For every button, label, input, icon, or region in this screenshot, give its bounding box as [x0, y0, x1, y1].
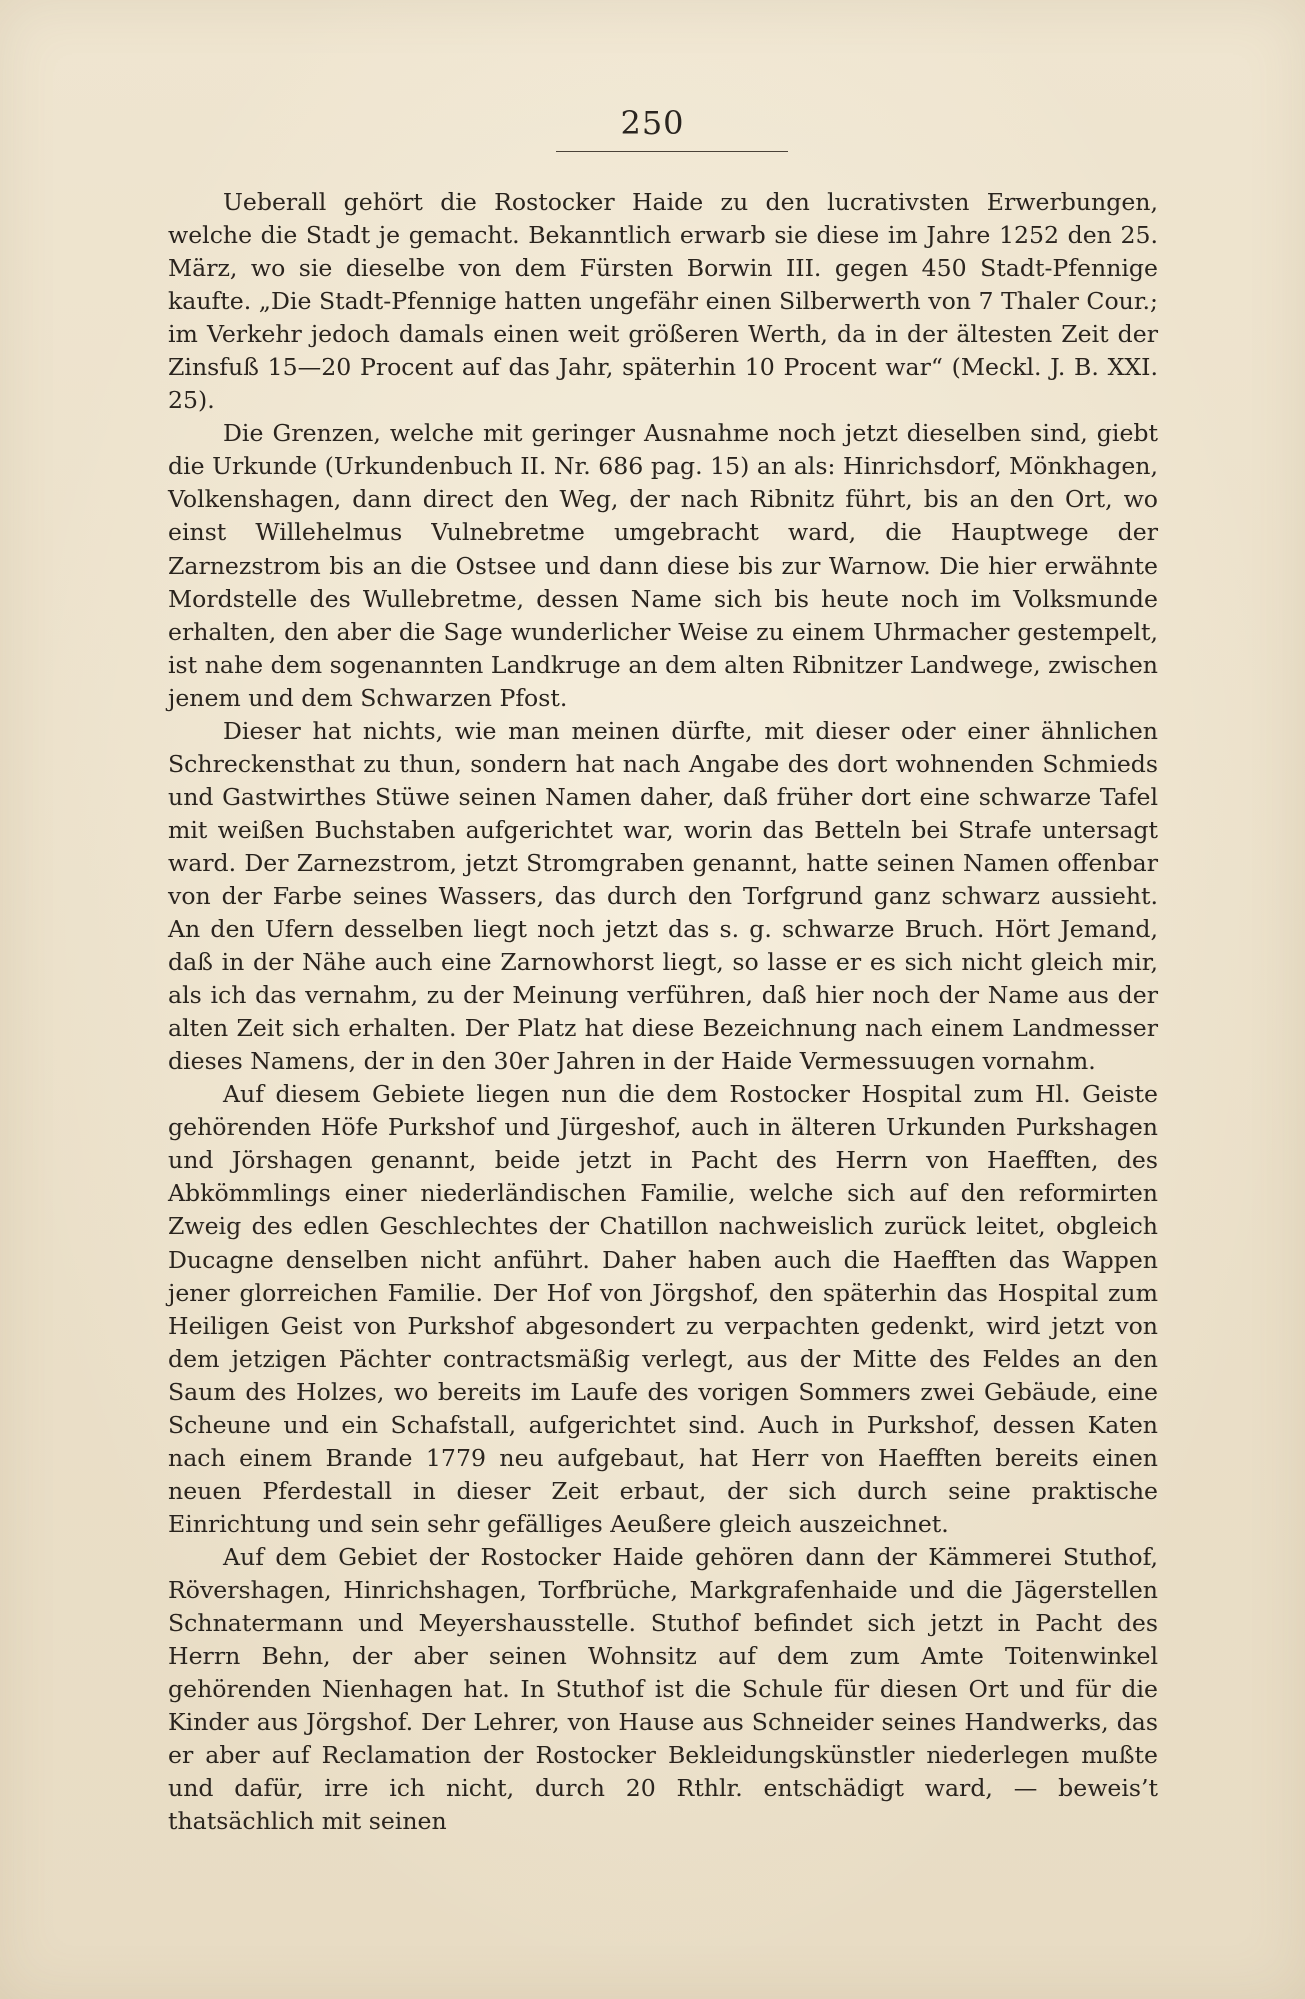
header-rule [556, 151, 788, 152]
paragraph: Die Grenzen, welche mit geringer Ausnahme noch jetzt dieselben sind, giebt die Urkunde (Urkundenbuch II. Nr. 686 pag. 15) an als: Hinrichsdorf, Mönkhagen, Volkenshagen, dann direct den Weg, der nach Ribnitz führt, bis an den Ort, wo einst Willehelmus Vulnebretme umgebracht ward, die Hauptwege der Zarnezstrom bis an die Ostsee und dann diese bis zur Warnow. Die hier erwähnte Mordstelle des Wullebretme, dessen Name sich bis heute noch im Volksmunde erhalten, den aber die Sage wunderlicher Weise zu einem Uhrmacher gestempelt, ist nahe dem sogenannten Landkruge an dem alten Ribnitzer Landwege, zwischen jenem und dem Schwarzen Pfost. [168, 419, 1158, 712]
paragraph: Ueberall gehört die Rostocker Haide zu den lucrativsten Erwerbungen, welche die Stadt je gemacht. Bekanntlich erwarb sie diese im Jahre 1252 den 25. März, wo sie dieselbe von dem Fürsten Borwin III. gegen 450 Stadt-Pfennige kaufte. „Die Stadt-Pfennige hatten ungefähr einen Silberwerth von 7 Thaler Cour.; im Verkehr jedoch damals einen weit größeren Werth, da in der ältesten Zeit der Zinsfuß 15—20 Procent auf das Jahr, späterhin 10 Procent war“ (Meckl. J. B. XXI. 25). [168, 188, 1158, 415]
paragraph: Auf diesem Gebiete liegen nun die dem Rostocker Hospital zum Hl. Geiste gehörenden Höfe Purkshof und Jürgeshof, auch in älteren Urkunden Purkshagen und Jörshagen genannt, beide jetzt in Pacht des Herrn von Haefften, des Abkömmlings einer niederländischen Familie, welche sich auf den reformirten Zweig des edlen Geschlechtes der Chatillon nachweislich zurück leitet, obgleich Ducagne denselben nicht anführt. Daher haben auch die Haefften das Wappen jener glorreichen Familie. Der Hof von Jörgshof, den späterhin das Hospital zum Heiligen Geist von Purkshof abgesondert zu verpachten gedenkt, wird jetzt von dem jetzigen Pächter contractsmäßig verlegt, aus der Mitte des Feldes an den Saum des Holzes, wo bereits im Laufe des vorigen Sommers zwei Gebäude, eine Scheune und ein Schafstall, aufgerichtet sind. Auch in Purkshof, dessen Katen nach einem Brande 1779 neu aufgebaut, hat Herr von Haefften bereits einen neuen Pferdestall in dieser Zeit erbaut, der sich durch seine praktische Einrichtung und sein sehr gefälliges Aeußere gleich auszeichnet. [168, 1080, 1158, 1538]
paragraph: Dieser hat nichts, wie man meinen dürfte, mit dieser oder einer ähnlichen Schreckensthat zu thun, sondern hat nach Angabe des dort wohnenden Schmieds und Gastwirthes Stüwe seinen Namen daher, daß früher dort eine schwarze Tafel mit weißen Buchstaben aufgerichtet war, worin das Betteln bei Strafe untersagt ward. Der Zarnezstrom, jetzt Stromgraben genannt, hatte seinen Namen offenbar von der Farbe seines Wassers, das durch den Torfgrund ganz schwarz aussieht. An den Ufern desselben liegt noch jetzt das s. g. schwarze Bruch. Hört Jemand, daß in der Nähe auch eine Zarnowhorst liegt, so lasse er es sich nicht gleich mir, als ich das vernahm, zu der Meinung verführen, daß hier noch der Name aus der alten Zeit sich erhalten. Der Platz hat diese Bezeichnung nach einem Landmesser dieses Namens, der in den 30er Jahren in der Haide Vermessuugen vornahm. [168, 716, 1158, 1076]
body-text [168, 186, 1158, 1838]
page-number: 250 [620, 104, 685, 142]
paragraph: Auf dem Gebiet der Rostocker Haide gehören dann der Kämmerei Stuthof, Rövershagen, Hinrichshagen, Torfbrüche, Markgrafenhaide und die Jägerstellen Schnatermann und Meyershausstelle. Stuthof befindet sich jetzt in Pacht des Herrn Behn, der aber seinen Wohnsitz auf dem zum Amte Toitenwinkel gehörenden Nienhagen hat. In Stuthof ist die Schule für diesen Ort und für die Kinder aus Jörgshof. Der Lehrer, von Hause aus Schneider seines Handwerks, das er aber auf Reclamation der Rostocker Bekleidungskünstler niederlegen mußte und dafür, irre ich nicht, durch 20 Rthlr. entschädigt ward, — beweis’t thatsächlich mit seinen [168, 1542, 1158, 1836]
